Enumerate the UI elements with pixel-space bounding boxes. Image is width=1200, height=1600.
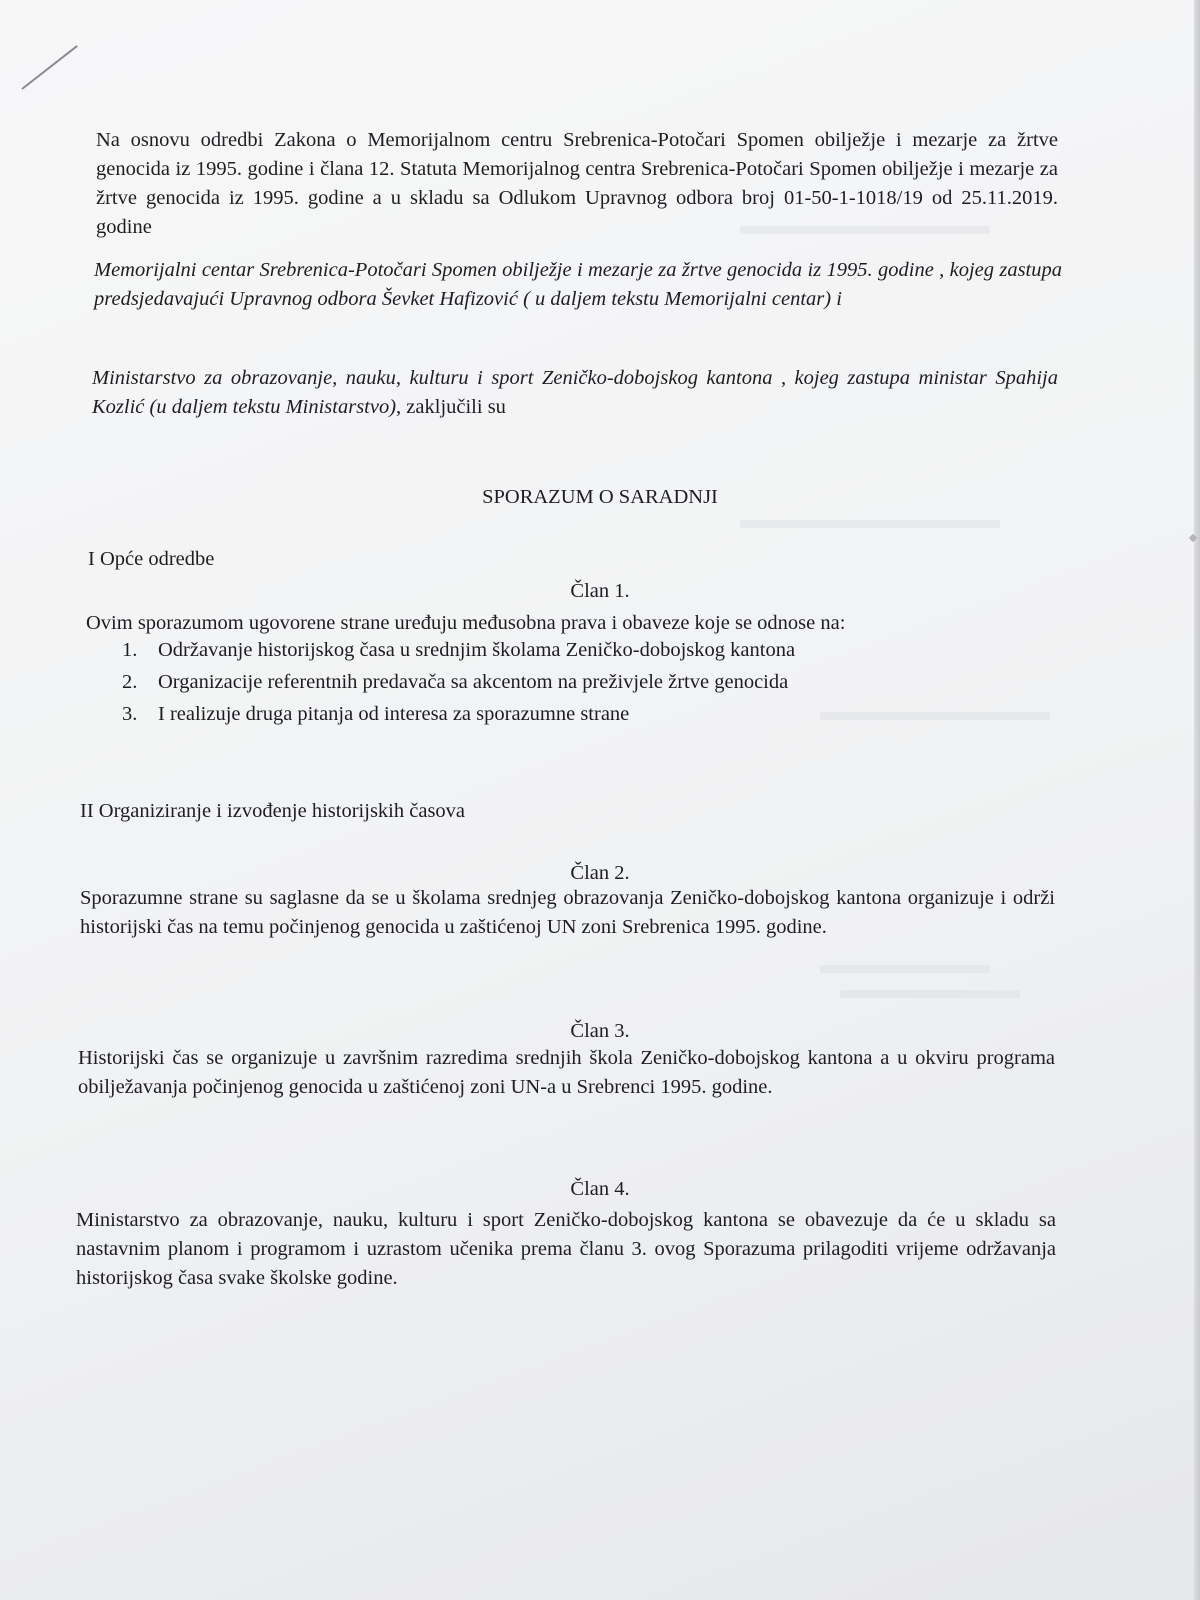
show-through [840,990,1020,998]
list-item-number: 2. [122,671,138,693]
article-1-text: Ovim sporazumom ugovorene strane uređuju međusobna prava i obaveze koje se odnose na: [86,612,846,634]
list-item [122,698,795,730]
show-through [820,965,990,973]
article-3-heading: Član 3. [570,1020,630,1042]
party-ministry-tail: , zaključili su [396,396,506,418]
party-memorial-centre: Memorijalni centar Srebrenica-Potočari Spomen obilježje i mezarje za žrtve genocida iz 1995. godine , kojeg zastupa predsjedavajući Upravnog odbora Ševket Hafizović ( u daljem tekstu Memorijalni centar) i [94,259,1062,310]
section-1-heading: I Opće odredbe [88,548,215,570]
list-item-text: Održavanje historijskog časa u srednjim školama Zeničko-dobojskog kantona [158,639,796,661]
article-1-list [122,634,795,730]
article-4-text: Ministarstvo za obrazovanje, nauku, kulturu i sport Zeničko-dobojskog kantona se obavezuje da će u skladu sa nastavnim planom i programom i uzrastom učenika prema članu 3. ovog Sporazuma prilagoditi vrijeme održavanja historijskog časa svake školske godine. [76,1209,1056,1289]
party-ministry [92,364,1058,422]
list-item-text: Organizacije referentnih predavača sa akcentom na preživjele žrtve genocida [158,671,789,693]
article-2-heading: Član 2. [570,862,630,884]
section-2-heading: II Organiziranje i izvođenje historijskih časova [80,800,466,822]
show-through [740,520,1000,528]
list-item [122,666,795,698]
agreement-title: SPORAZUM O SARADNJI [482,486,718,508]
intro-paragraph: Na osnovu odredbi Zakona o Memorijalnom centru Srebrenica-Potočari Spomen obilježje i mezarje za žrtve genocida iz 1995. godine i člana 12. Statuta Memorijalnog centra Srebrenica-Potočari Spomen obilježje i mezarje za žrtve genocida iz 1995. godine a u skladu sa Odlukom Upravnog odbora broj 01-50-1-1018/19 od 25.11.2019. godine [96,129,1058,238]
article-2-text: Sporazumne strane su saglasne da se u školama srednjeg obrazovanja Zeničko-dobojskog kantona organizuje i održi historijski čas na temu počinjenog genocida u zaštićenoj UN zoni Srebrenica 1995. godine. [80,887,1055,938]
show-through [820,712,1050,720]
list-item [122,634,795,666]
list-item-number: 1. [122,639,138,661]
party-ministry-text: Ministarstvo za obrazovanje, nauku, kulturu i sport Zeničko-dobojskog kantona , kojeg zastupa ministar Spahija Kozlić (u daljem tekstu Ministarstvo) [92,367,1058,418]
article-3-text: Historijski čas se organizuje u završnim razredima srednjih škola Zeničko-dobojskog kantona a u okviru programa obilježavanja počinjenog genocida u zaštićenoj zoni UN-a u Srebrenci 1995. godine. [78,1047,1055,1098]
paper-crease [21,45,77,90]
page-edge [1194,0,1200,1600]
list-item-text: I realizuje druga pitanja od interesa za sporazumne strane [158,703,630,725]
list-item-number: 3. [122,703,138,725]
article-4-heading: Član 4. [570,1178,630,1200]
article-1-heading: Član 1. [570,580,630,602]
